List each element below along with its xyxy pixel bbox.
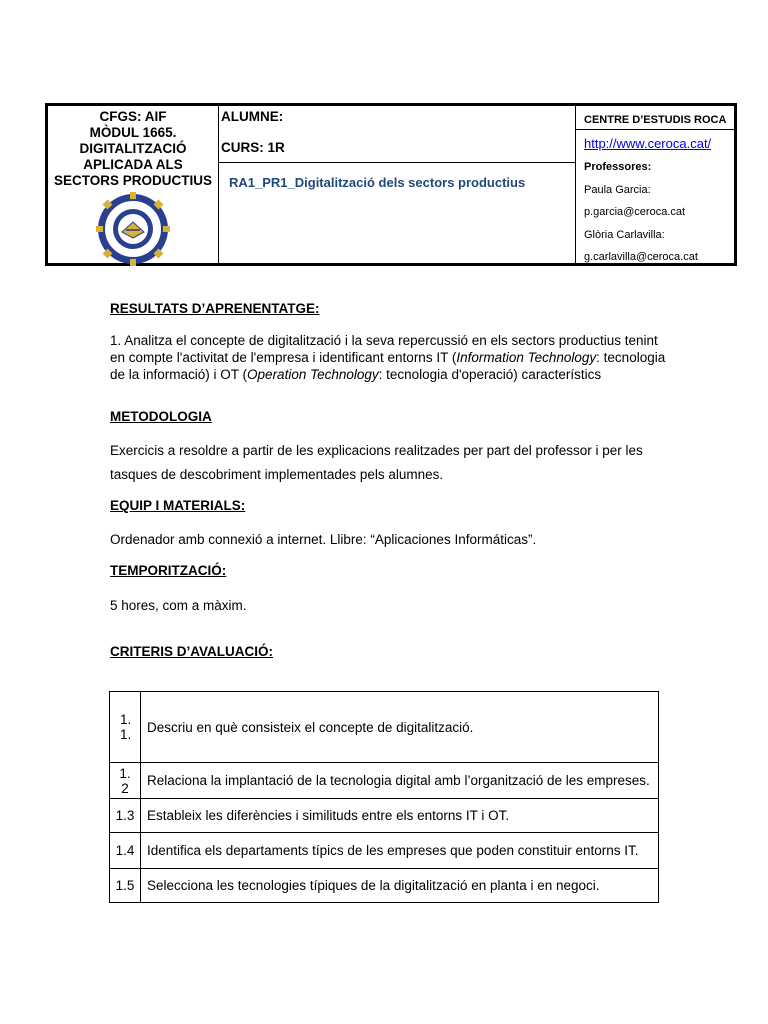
metodologia-text: Exercicis a resoldre a partir de les explicacions realitzades per part del professor i per les tasques de descobriment implementades pels alumnes. [110, 443, 643, 482]
website-link[interactable]: http://www.ceroca.cat/ [584, 136, 712, 151]
course-line: DIGITALITZACIÓ [79, 141, 187, 156]
alumne-label: ALUMNE: [221, 109, 284, 124]
course-title [48, 109, 218, 189]
text-segment: 1. Analitza el concepte de digitalització i la seva repercussió en els sectors productius tenint en compte l'activitat de l'empresa i identificant entorns IT ( [110, 333, 658, 365]
criterion-text: Descriu en què consisteix el concepte de digitalització. [141, 692, 659, 763]
it-term: Information Technology [456, 350, 597, 365]
divider [219, 162, 575, 163]
criteris-table [109, 691, 659, 903]
professor-email[interactable]: p.garcia@ceroca.cat [584, 206, 686, 218]
professor-email[interactable]: g.carlavilla@ceroca.cat [584, 251, 698, 263]
centre-name: CENTRE D’ESTUDIS ROCA [584, 114, 727, 126]
criterion-number: 1.4 [110, 833, 141, 869]
metodologia-heading: METODOLOGIA [110, 409, 212, 424]
table-row [110, 869, 659, 903]
course-line: APLICADA ALS [83, 157, 183, 172]
equip-text: Ordenador amb connexió a internet. Llibre: “Aplicaciones Informáticas”. [110, 532, 537, 547]
criterion-number: 1.2 [110, 763, 141, 799]
ot-term: Operation Technology [247, 367, 379, 382]
table-row [110, 763, 659, 799]
criteris-heading: CRITERIS D’AVALUACIÓ: [110, 644, 273, 659]
document-header [45, 103, 737, 266]
activity-title: RA1_PR1_Digitalització dels sectors productius [229, 175, 526, 190]
criterion-text: Estableix les diferències i similituds entre els entorns IT i OT. [141, 799, 659, 833]
table-row [110, 799, 659, 833]
criterion-number: 1.5 [110, 869, 141, 903]
criterion-number: 1.1. [110, 692, 141, 763]
professor-name: Glòria Carlavilla: [584, 229, 665, 241]
resultats-text [110, 332, 670, 383]
course-line: SECTORS PRODUCTIUS [53, 173, 213, 188]
student-cell [219, 106, 576, 263]
centre-cell [576, 106, 734, 263]
school-seal-icon [96, 192, 170, 266]
table-row [110, 692, 659, 763]
temporitzacio-text: 5 hores, com a màxim. [110, 598, 247, 613]
text-segment: : tecnologia de la informació) i OT ( [110, 350, 666, 382]
divider [576, 129, 734, 130]
resultats-heading: RESULTATS D’APRENENTATGE: [110, 301, 320, 316]
table-row [110, 833, 659, 869]
professor-name: Paula Garcia: [584, 184, 651, 196]
temporitzacio-heading: TEMPORITZACIÓ: [110, 563, 227, 578]
course-cell [48, 106, 219, 263]
text-segment: : tecnologia d'operació) característics [378, 367, 602, 382]
course-line: MÒDUL 1665. [89, 125, 177, 140]
equip-heading: EQUIP I MATERIALS: [110, 498, 246, 513]
criterion-text: Identifica els departaments típics de les empreses que poden constituir entorns IT. [141, 833, 659, 869]
criterion-text: Relaciona la implantació de la tecnologia digital amb l’organització de les empreses. [141, 763, 659, 799]
curs-label: CURS: 1R [221, 140, 285, 155]
course-line: CFGS: AIF [99, 109, 167, 124]
professors-label: Professores: [584, 161, 652, 173]
criterion-number: 1.3 [110, 799, 141, 833]
criterion-text: Selecciona les tecnologies típiques de la digitalització en planta i en negoci. [141, 869, 659, 903]
